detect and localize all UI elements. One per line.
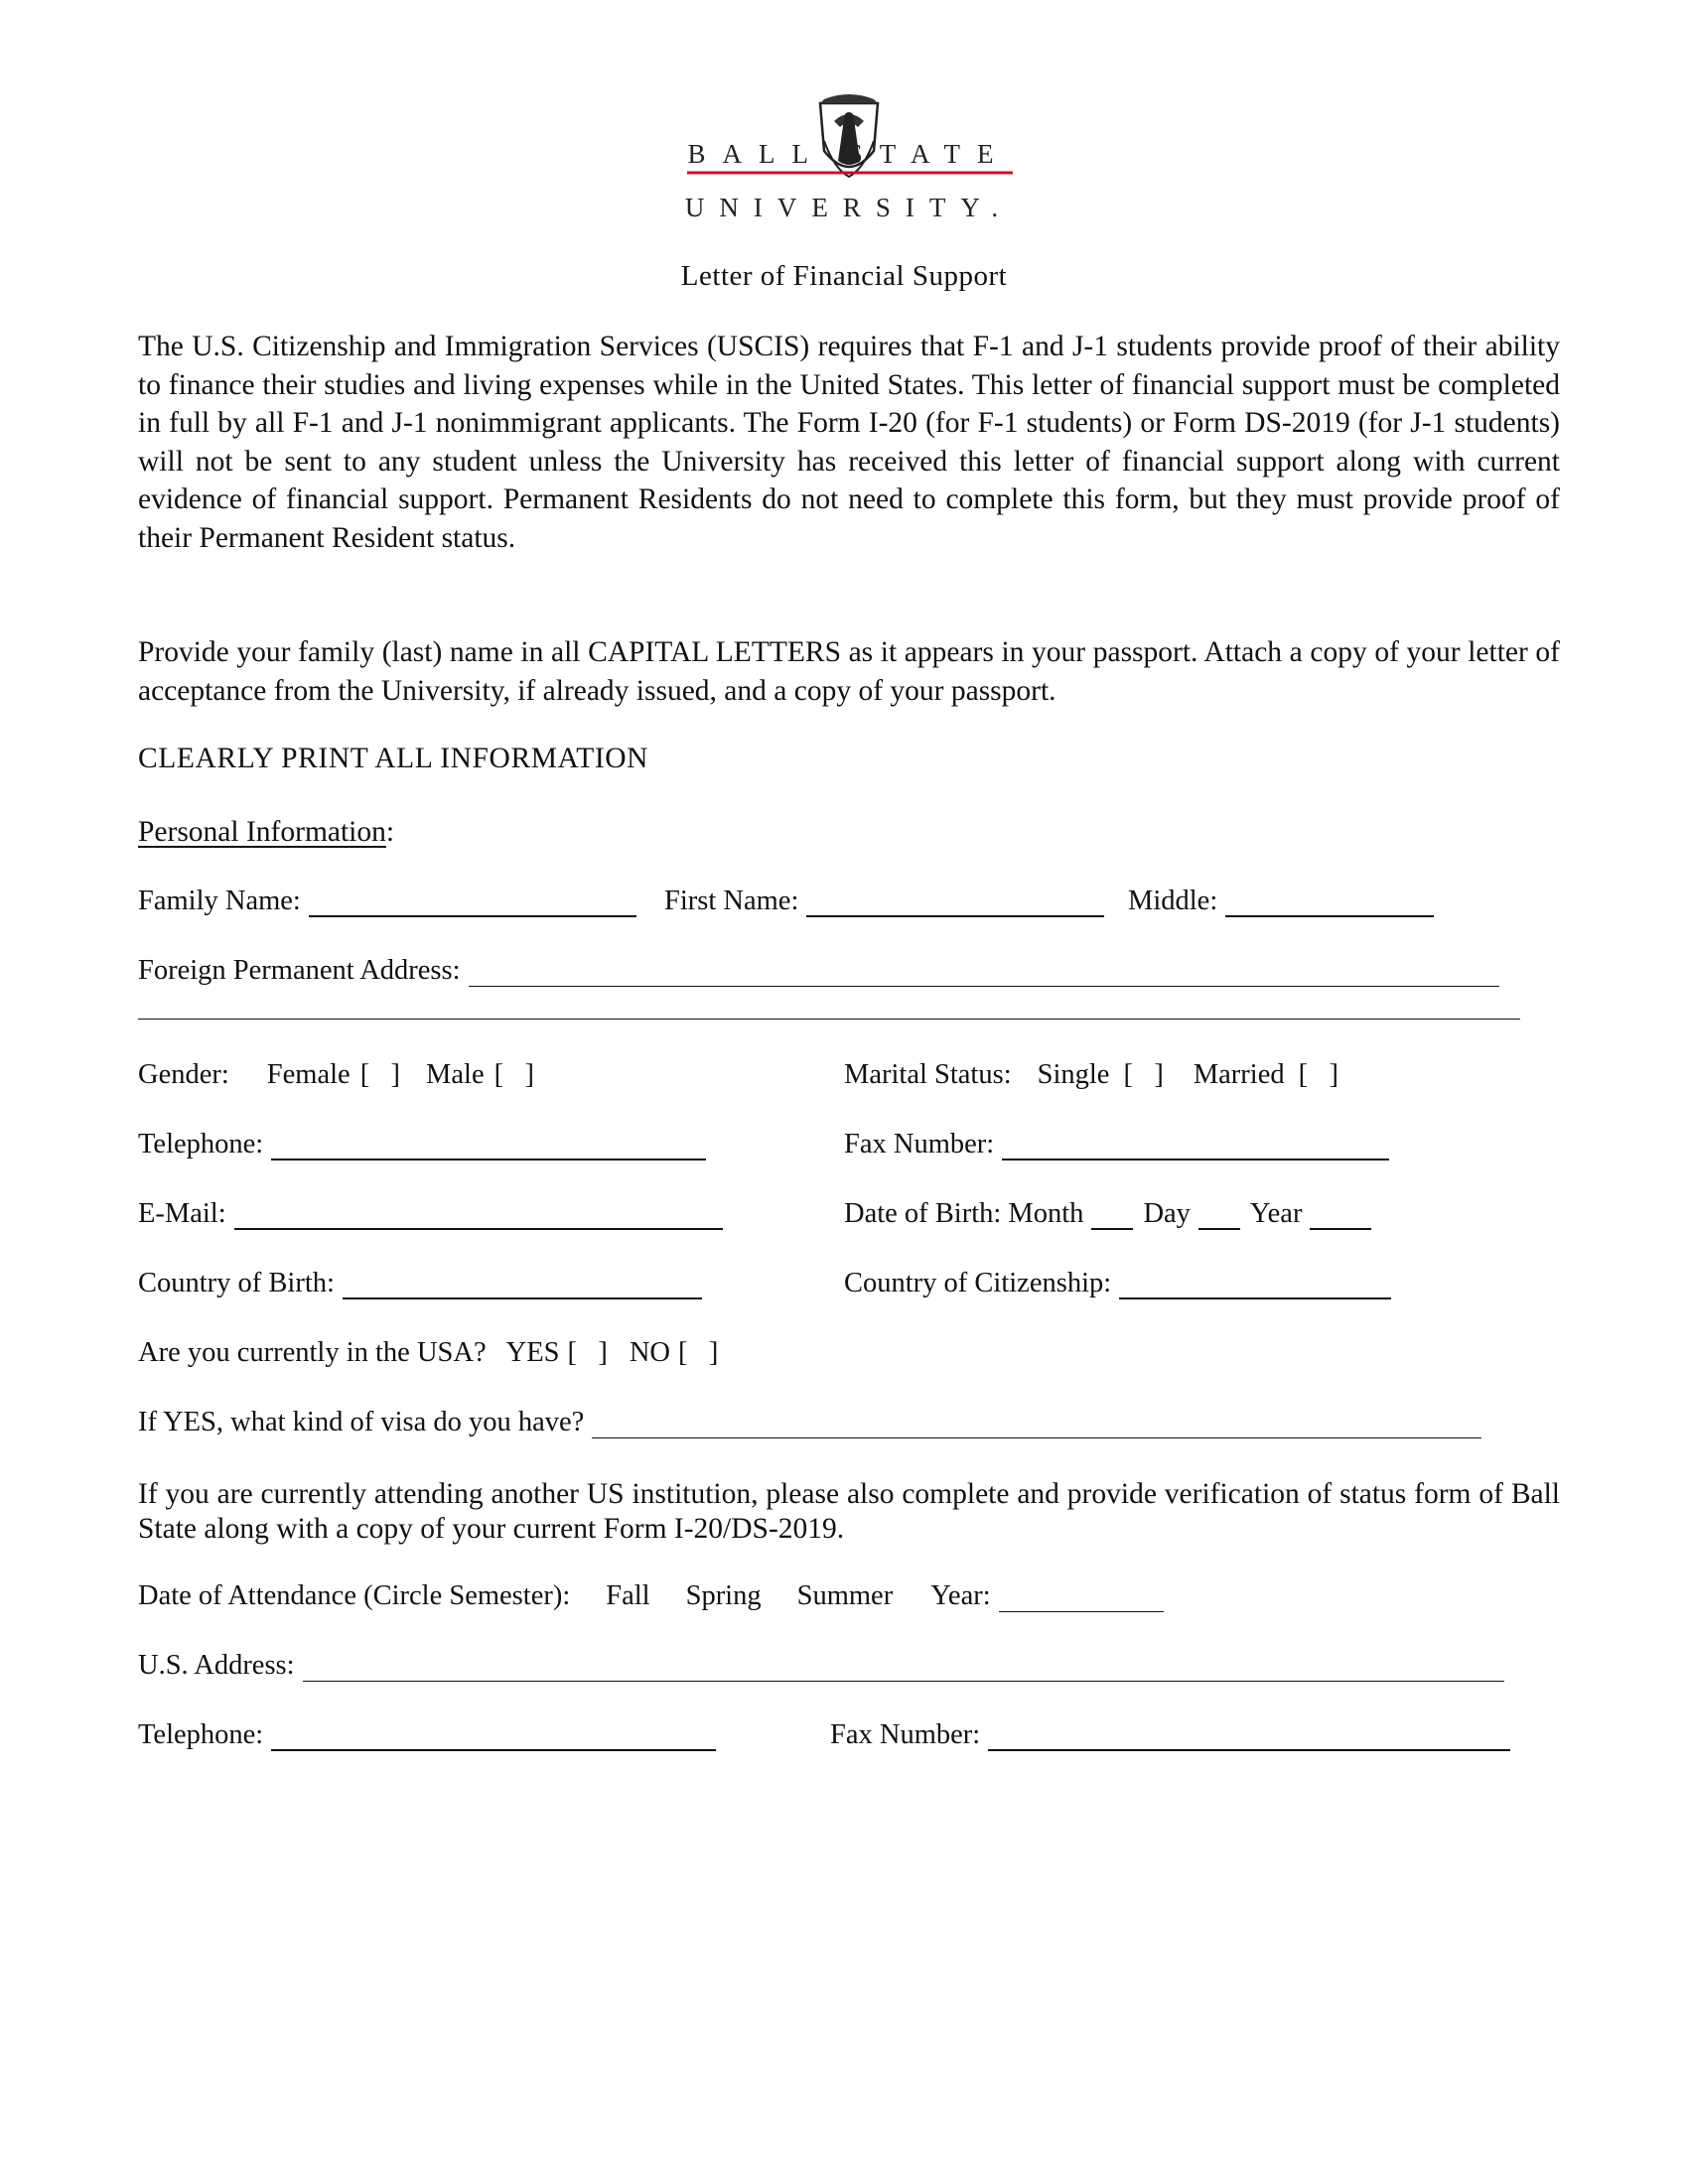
email-dob-row (138, 1198, 1568, 1238)
fax-field[interactable] (844, 1129, 1389, 1160)
name-row (138, 886, 1568, 925)
telephone-fax-row (138, 1129, 1568, 1168)
family-name-label: Family Name: (138, 886, 301, 916)
yes-checkbox[interactable]: [ ] (567, 1337, 608, 1368)
foreign-address-line[interactable] (469, 960, 1499, 987)
single-label: Single (1037, 1059, 1110, 1090)
country-row (138, 1268, 1568, 1307)
visa-label: If YES, what kind of visa do you have? (138, 1407, 585, 1437)
transfer-paragraph: If you are currently attending another US institution, please also complete and provide verification of status form of Ball State along with a copy of your current Form I-20/DS-2019. (138, 1478, 1560, 1545)
personal-information-colon: : (385, 816, 395, 848)
country-of-birth-field[interactable] (138, 1268, 702, 1299)
dob-month-label: Date of Birth: Month (844, 1198, 1084, 1229)
fax-line[interactable] (1002, 1133, 1389, 1160)
email-line[interactable] (234, 1202, 723, 1230)
married-label: Married (1193, 1059, 1285, 1090)
male-label: Male (426, 1059, 485, 1090)
first-name-field[interactable] (664, 886, 1104, 917)
dob-year-line[interactable] (1310, 1202, 1371, 1230)
fax-label: Fax Number: (844, 1129, 995, 1160)
country-of-citizenship-line[interactable] (1119, 1272, 1391, 1299)
passport-instructions-paragraph: Provide your family (last) name in all CAPITAL LETTERS as it appears in your passport. Attach a copy of your letter of acceptance from the University, if already issued, and a copy of your passport. (138, 636, 1560, 707)
in-usa-field (138, 1337, 718, 1369)
logo-text-ball-state: BALL STATE (687, 139, 1011, 169)
dob-year-label: Year (1249, 1198, 1303, 1229)
visa-field[interactable] (138, 1407, 1481, 1438)
country-of-citizenship-field[interactable] (844, 1268, 1391, 1299)
personal-information-heading (138, 816, 394, 849)
married-checkbox[interactable]: [ ] (1298, 1059, 1338, 1090)
middle-name-field[interactable] (1128, 886, 1434, 917)
female-checkbox[interactable]: [ ] (359, 1059, 401, 1090)
us-telephone-line[interactable] (271, 1723, 716, 1751)
first-name-label: First Name: (664, 886, 799, 916)
personal-information-label: Personal Information (138, 816, 386, 848)
marital-status-field (844, 1059, 1338, 1091)
yes-label: YES (505, 1337, 560, 1368)
family-name-line[interactable] (309, 889, 636, 917)
date-of-birth-field (844, 1198, 1371, 1230)
print-instructions: CLEARLY PRINT ALL INFORMATION (138, 743, 649, 774)
visa-row (138, 1407, 1568, 1446)
telephone-line[interactable] (271, 1133, 706, 1160)
middle-name-label: Middle: (1128, 886, 1218, 916)
foreign-address-line-2[interactable] (138, 1019, 1520, 1020)
country-of-citizenship-label: Country of Citizenship: (844, 1268, 1112, 1298)
attendance-field (138, 1580, 1164, 1612)
semester-summer[interactable]: Summer (796, 1580, 894, 1611)
page-title: Letter of Financial Support (680, 260, 1008, 292)
semester-fall[interactable]: Fall (606, 1580, 650, 1611)
first-name-line[interactable] (806, 889, 1104, 917)
gender-marital-row (138, 1059, 1568, 1099)
us-address-label: U.S. Address: (138, 1650, 295, 1681)
university-logo (675, 91, 1023, 235)
telephone-field[interactable] (138, 1129, 706, 1160)
us-address-field[interactable] (138, 1650, 1504, 1682)
no-label: NO (629, 1337, 670, 1368)
us-telephone-field[interactable] (138, 1719, 716, 1751)
attendance-year-line[interactable] (999, 1585, 1164, 1612)
foreign-address-field[interactable] (138, 955, 1499, 987)
us-fax-field[interactable] (830, 1719, 1510, 1751)
us-address-row (138, 1650, 1568, 1690)
us-telephone-label: Telephone: (138, 1719, 264, 1750)
attendance-year-label: Year: (930, 1580, 991, 1611)
us-fax-label: Fax Number: (830, 1719, 981, 1750)
female-label: Female (266, 1059, 351, 1090)
in-usa-label: Are you currently in the USA? (138, 1337, 487, 1368)
dob-day-label: Day (1143, 1198, 1191, 1229)
visa-line[interactable] (592, 1412, 1481, 1438)
logo-text-university: UNIVERSITY. (684, 193, 1014, 222)
foreign-address-label: Foreign Permanent Address: (138, 955, 461, 986)
country-of-birth-line[interactable] (343, 1272, 702, 1299)
dob-month-line[interactable] (1091, 1202, 1133, 1230)
single-checkbox[interactable]: [ ] (1123, 1059, 1164, 1090)
attendance-label: Date of Attendance (Circle Semester): (138, 1580, 571, 1611)
us-fax-line[interactable] (988, 1723, 1510, 1751)
marital-status-label: Marital Status: (844, 1059, 1012, 1090)
foreign-address-row (138, 955, 1568, 995)
us-address-line[interactable] (303, 1655, 1504, 1682)
male-checkbox[interactable]: [ ] (493, 1059, 534, 1090)
intro-paragraph: The U.S. Citizenship and Immigration Services (USCIS) requires that F-1 and J-1 students provide proof of their ability to finance their studies and living expenses while in the United States. This letter of financial support must be completed in full by all F-1 and J-1 nonimmigrant applicants. The Form I-20 (for F-1 students) or Form DS-2019 (for J-1 students) will not be sent to any student unless the University has received this letter of financial support along with current evidence of financial support. Permanent Residents do not need to complete this form, but they must provide proof of their Permanent Resident status. (138, 331, 1560, 554)
dob-day-line[interactable] (1198, 1202, 1240, 1230)
telephone-label: Telephone: (138, 1129, 264, 1160)
in-usa-row (138, 1337, 1568, 1377)
gender-label: Gender: (138, 1059, 229, 1090)
middle-name-line[interactable] (1225, 889, 1434, 917)
country-of-birth-label: Country of Birth: (138, 1268, 335, 1298)
family-name-field[interactable] (138, 886, 636, 917)
ball-state-seal-icon (675, 91, 1023, 235)
no-checkbox[interactable]: [ ] (678, 1337, 719, 1368)
gender-field (138, 1059, 534, 1091)
us-telephone-fax-row (138, 1719, 1568, 1759)
email-label: E-Mail: (138, 1198, 226, 1229)
email-field[interactable] (138, 1198, 723, 1230)
semester-spring[interactable]: Spring (685, 1580, 762, 1611)
attendance-row (138, 1580, 1568, 1620)
